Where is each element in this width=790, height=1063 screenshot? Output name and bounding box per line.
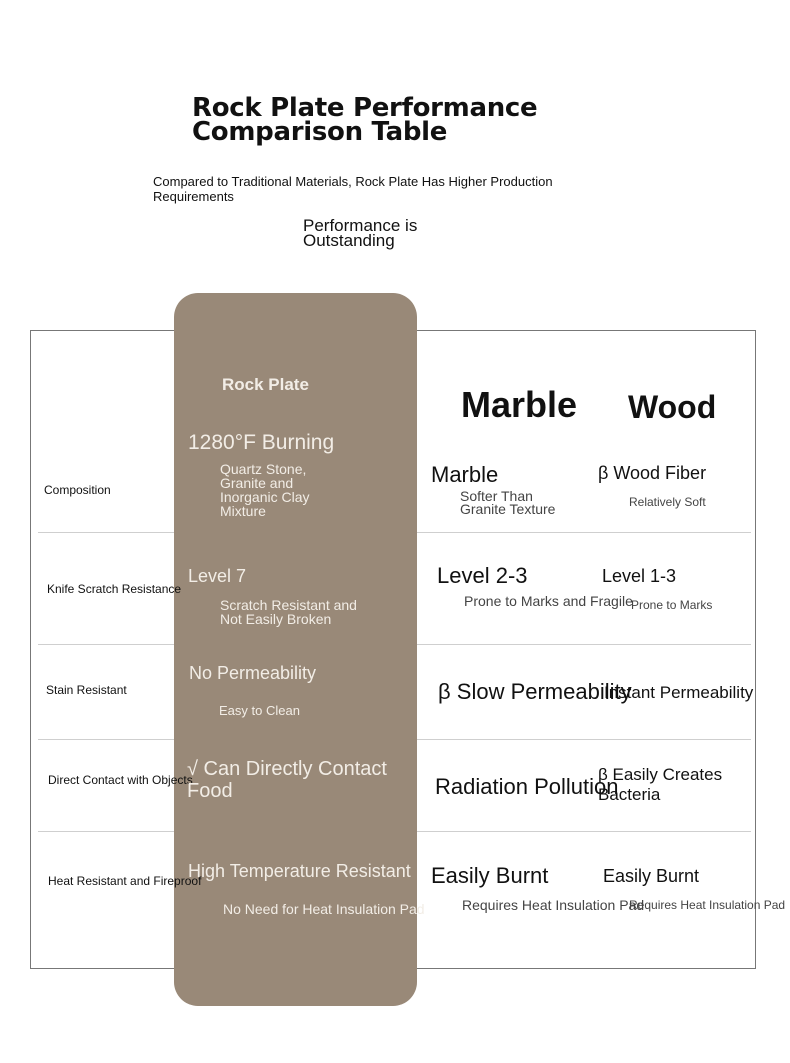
wood-stain-value: Instant Permeability: [604, 683, 754, 702]
rock-plate-stain-value: No Permeability: [189, 663, 317, 683]
wood-composition-detail: Relatively Soft: [629, 495, 706, 509]
row-label-heat-resistant: Heat Resistant and Fireproof: [48, 874, 202, 888]
rock-plate-composition-detail: Quartz Stone, Granite and Inorganic Clay Mixture: [220, 461, 310, 519]
marble-scratch-detail: Prone to Marks and Fragile: [464, 593, 633, 609]
marble-heat-value: Easily Burnt: [431, 863, 549, 888]
row-label-stain-resistant: Stain Resistant: [46, 683, 127, 697]
wood-scratch-value: Level 1-3: [602, 566, 677, 586]
rock-plate-scratch-value: Level 7: [188, 566, 247, 586]
marble-heat-detail: Requires Heat Insulation Pad: [462, 897, 645, 913]
wood-heat-value: Easily Burnt: [603, 866, 700, 886]
rock-plate-stain-detail: Easy to Clean: [219, 703, 300, 718]
marble-contact-value: Radiation Pollution: [435, 774, 619, 799]
wood-scratch-detail: Prone to Marks: [631, 598, 713, 612]
column-header-marble: Marble: [461, 384, 578, 425]
rock-plate-composition-value: 1280°F Burning: [188, 431, 335, 454]
rock-plate-heat-detail: No Need for Heat Insulation Pad: [223, 901, 425, 917]
marble-composition-detail: Softer Than Granite Texture: [460, 488, 556, 517]
rock-plate-heat-value: High Temperature Resistant: [188, 861, 411, 881]
rock-plate-scratch-detail: Scratch Resistant and Not Easily Broken: [220, 597, 357, 627]
wood-composition-value: β Wood Fiber: [598, 463, 707, 483]
wood-contact-value: β Easily Creates Bacteria: [598, 765, 723, 804]
marble-stain-value: β Slow Permeability: [438, 679, 632, 704]
page-subtitle: Compared to Traditional Materials, Rock Plate Has Higher Production Requirements: [153, 174, 553, 204]
page-title: Rock Plate Performance Comparison Table: [192, 93, 538, 147]
wood-heat-detail: Requires Heat Insulation Pad: [629, 898, 786, 912]
tagline: Performance is Outstanding: [303, 216, 418, 250]
row-label-composition: Composition: [44, 483, 111, 497]
marble-scratch-value: Level 2-3: [437, 563, 528, 588]
row-label-knife-scratch: Knife Scratch Resistance: [47, 582, 182, 596]
column-header-rock-plate: Rock Plate: [222, 375, 309, 394]
marble-composition-value: Marble: [431, 462, 499, 487]
rock-plate-contact-value: √ Can Directly Contact Food: [187, 758, 387, 802]
rock-plate-highlight-column: [174, 293, 417, 1006]
column-header-wood: Wood: [628, 389, 717, 425]
row-label-direct-contact: Direct Contact with Objects: [48, 773, 193, 787]
